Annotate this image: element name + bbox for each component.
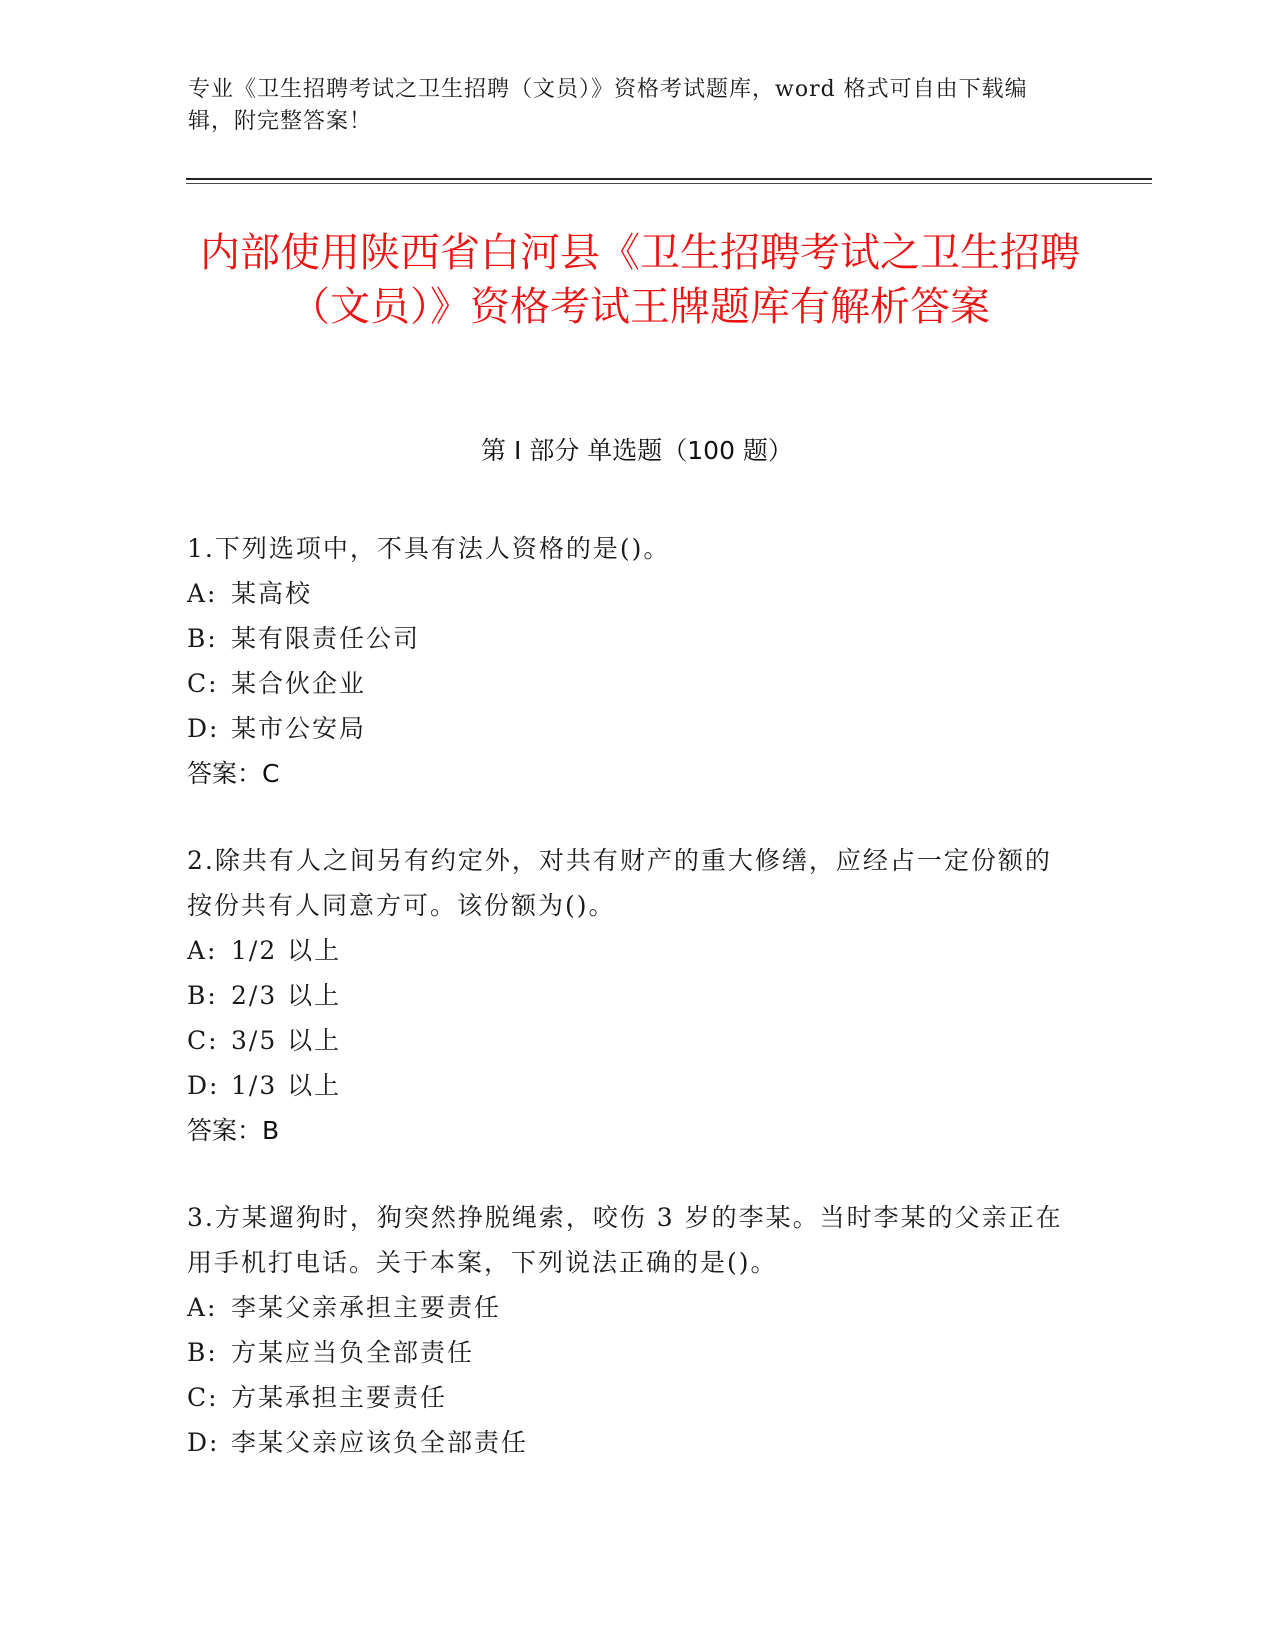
option-text: 李某父亲承担主要责任: [231, 1293, 502, 1322]
option-text: 1/3 以上: [231, 1071, 342, 1100]
answer-label: 答案：C: [187, 759, 280, 788]
header-note: 专业《卫生招聘考试之卫生招聘（文员）》资格考试题库，word 格式可自由下载编辑，附完整答案！: [188, 77, 1028, 134]
question-2: [187, 838, 1067, 1153]
option-b: [187, 1330, 1067, 1375]
question-1: [187, 526, 1067, 796]
answer-label: 答案：B: [187, 1116, 280, 1145]
option-letter: B:: [187, 1338, 218, 1367]
question-stem: 2.除共有人之间另有约定外，对共有财产的重大修缮，应经占一定份额的按份共有人同意方可。该份额为()。: [187, 846, 1052, 920]
option-c: [187, 1018, 1067, 1063]
option-d: [187, 706, 1067, 751]
option-letter: D:: [187, 714, 220, 743]
option-a: [187, 571, 1067, 616]
option-text: 某市公安局: [231, 714, 367, 743]
option-letter: C:: [187, 1026, 219, 1055]
option-letter: D:: [187, 1428, 220, 1457]
option-letter: B:: [187, 624, 218, 653]
option-text: 2/3 以上: [231, 981, 342, 1010]
option-a: [187, 1285, 1067, 1330]
option-letter: A:: [187, 579, 218, 608]
question-stem: 1.下列选项中，不具有法人资格的是()。: [187, 534, 671, 563]
option-text: 李某父亲应该负全部责任: [231, 1428, 529, 1457]
option-letter: C:: [187, 669, 219, 698]
option-text: 方某承担主要责任: [231, 1383, 448, 1412]
option-b: [187, 616, 1067, 661]
question-list: [187, 526, 1067, 1507]
document-title: 内部使用陕西省白河县《卫生招聘考试之卫生招聘（文员）》资格考试王牌题库有解析答案: [200, 230, 1080, 330]
option-c: [187, 661, 1067, 706]
option-text: 方某应当负全部责任: [231, 1338, 475, 1367]
option-b: [187, 973, 1067, 1018]
option-text: 某有限责任公司: [231, 624, 421, 653]
option-letter: C:: [187, 1383, 219, 1412]
option-letter: A:: [187, 1293, 218, 1322]
option-text: 某高校: [231, 579, 313, 608]
option-text: 某合伙企业: [231, 669, 367, 698]
option-a: [187, 928, 1067, 973]
option-d: [187, 1420, 1067, 1465]
option-c: [187, 1375, 1067, 1420]
question-stem: 3.方某遛狗时，狗突然挣脱绳索，咬伤 3 岁的李某。当时李某的父亲正在用手机打电话。关于本案，下列说法正确的是()。: [187, 1203, 1063, 1277]
question-3: [187, 1195, 1067, 1465]
option-d: [187, 1063, 1067, 1108]
option-text: 1/2 以上: [231, 936, 342, 965]
section-heading: 第 I 部分 单选题（100 题）: [481, 436, 793, 465]
option-letter: A:: [187, 936, 218, 965]
option-letter: D:: [187, 1071, 220, 1100]
option-text: 3/5 以上: [231, 1026, 342, 1055]
option-letter: B:: [187, 981, 218, 1010]
header-divider: [186, 178, 1152, 184]
